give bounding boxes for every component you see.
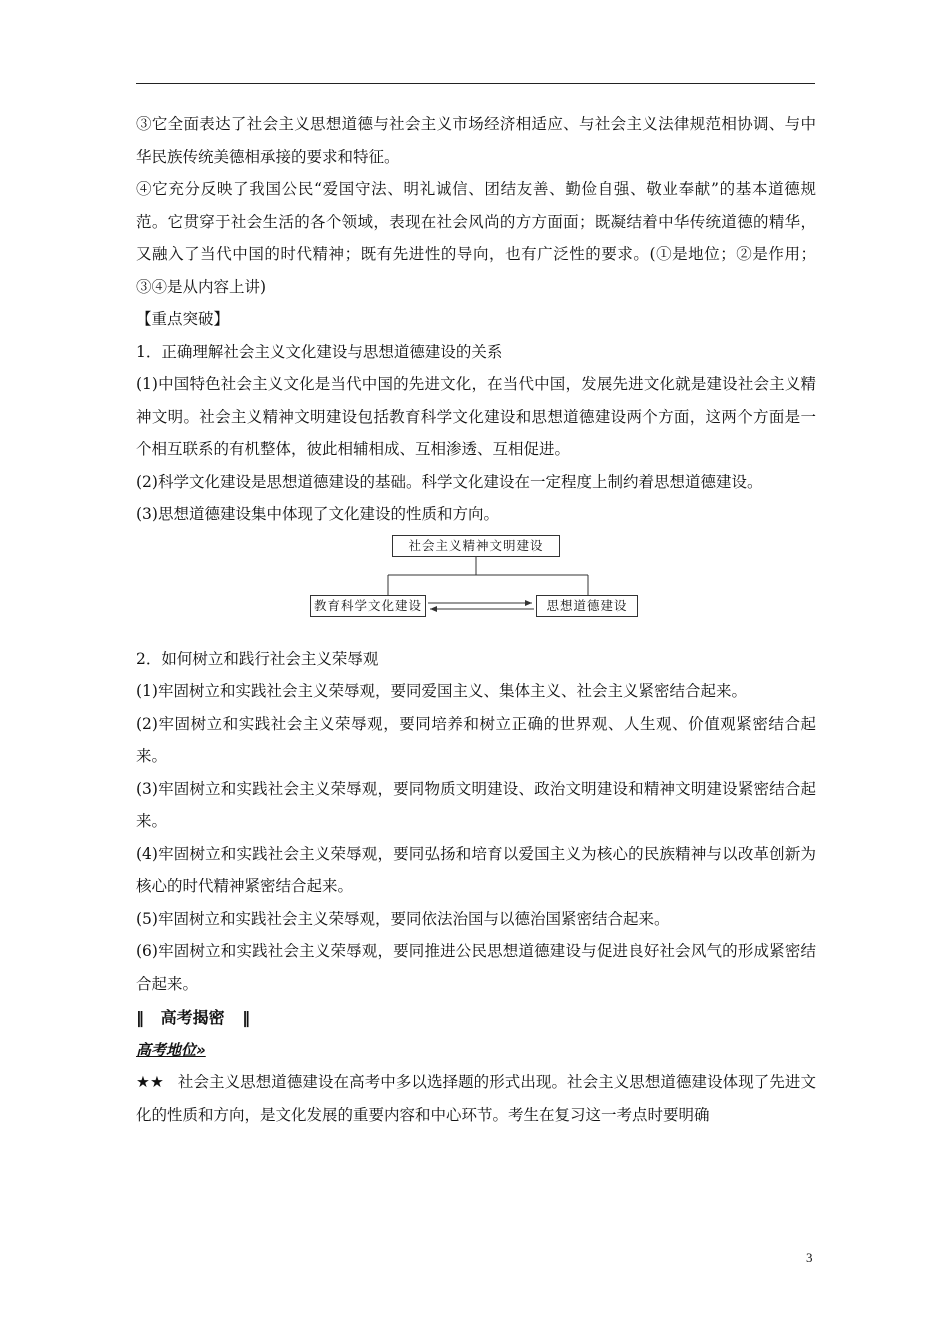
exam-status-subheading: 高考地位»: [136, 1041, 206, 1059]
exam-status-text: 社会主义思想道德建设在高考中多以选择题的形式出现。社会主义思想道德建设体现了先进文化的性质和方向，是文化发展的重要内容和中心环节。考生在复习这一考点时要明确: [136, 1073, 816, 1124]
point-1-heading: 1．正确理解社会主义文化建设与思想道德建设的关系: [136, 342, 503, 361]
diagram-box-science-culture: 教育科学文化建设: [310, 595, 426, 617]
paragraph: (1)中国特色社会主义文化是当代中国的先进文化，在当代中国，发展先进文化就是建设社会主义精神文明。社会主义精神文明建设包括教育科学文化建设和思想道德建设两个方面，这两个方面是一个相互联系的有机整体，彼此相辅相成、互相渗透、互相促进。: [136, 375, 816, 458]
paragraph: (3)思想道德建设集中体现了文化建设的性质和方向。: [136, 505, 499, 523]
paragraph: (2)牢固树立和实践社会主义荣辱观，要同培养和树立正确的世界观、人生观、价值观紧密结合起来。: [136, 714, 816, 765]
page-number: 3: [806, 1250, 813, 1265]
relationship-diagram: [136, 531, 816, 643]
document-body: [136, 108, 816, 1131]
exam-status-paragraph: [136, 1066, 816, 1131]
section-title-text: 高考揭密: [160, 1008, 225, 1027]
diagram-box-spiritual-civilization: 社会主义精神文明建设: [392, 535, 560, 557]
paragraph: ③它全面表达了社会主义思想道德与社会主义市场经济相适应、与社会主义法律规范相协调、与中华民族传统美德相承接的要求和特征。: [136, 115, 816, 166]
header-rule: [136, 83, 815, 84]
point-2-heading: 2．如何树立和践行社会主义荣辱观: [136, 649, 379, 668]
paragraph: (6)牢固树立和实践社会主义荣辱观，要同推进公民思想道德建设与促进良好社会风气的形成紧密结合起来。: [136, 942, 816, 993]
paragraph: (4)牢固树立和实践社会主义荣辱观，要同弘扬和培育以爱国主义为核心的民族精神与以改革创新为核心的时代精神紧密结合起来。: [136, 844, 816, 895]
difficulty-stars: ★★: [136, 1073, 164, 1091]
section-bar-left: ‖: [136, 1008, 143, 1027]
section-title: [136, 1002, 816, 1034]
key-points-heading: 【重点突破】: [136, 310, 230, 328]
diagram-box-ideology-morality: 思想道德建设: [536, 595, 638, 617]
paragraph: (3)牢固树立和实践社会主义荣辱观，要同物质文明建设、政治文明建设和精神文明建设紧密结合起来。: [136, 779, 816, 830]
paragraph: (5)牢固树立和实践社会主义荣辱观，要同依法治国与以德治国紧密结合起来。: [136, 909, 670, 928]
paragraph: (2)科学文化建设是思想道德建设的基础。科学文化建设在一定程度上制约着思想道德建设。: [136, 472, 763, 491]
paragraph: ④它充分反映了我国公民“爱国守法、明礼诚信、团结友善、勤俭自强、敬业奉献”的基本道德规范。它贯穿于社会生活的各个领域，表现在社会风尚的方方面面；既凝结着中华传统道德的精华，又融入了当代中国的时代精神；既有先进性的导向，也有广泛性的要求。(①是地位；②是作用；③④是从内容上讲): [136, 180, 816, 296]
section-bar-right: ‖: [242, 1008, 250, 1027]
paragraph: (1)牢固树立和实践社会主义荣辱观，要同爱国主义、集体主义、社会主义紧密结合起来。: [136, 682, 747, 700]
